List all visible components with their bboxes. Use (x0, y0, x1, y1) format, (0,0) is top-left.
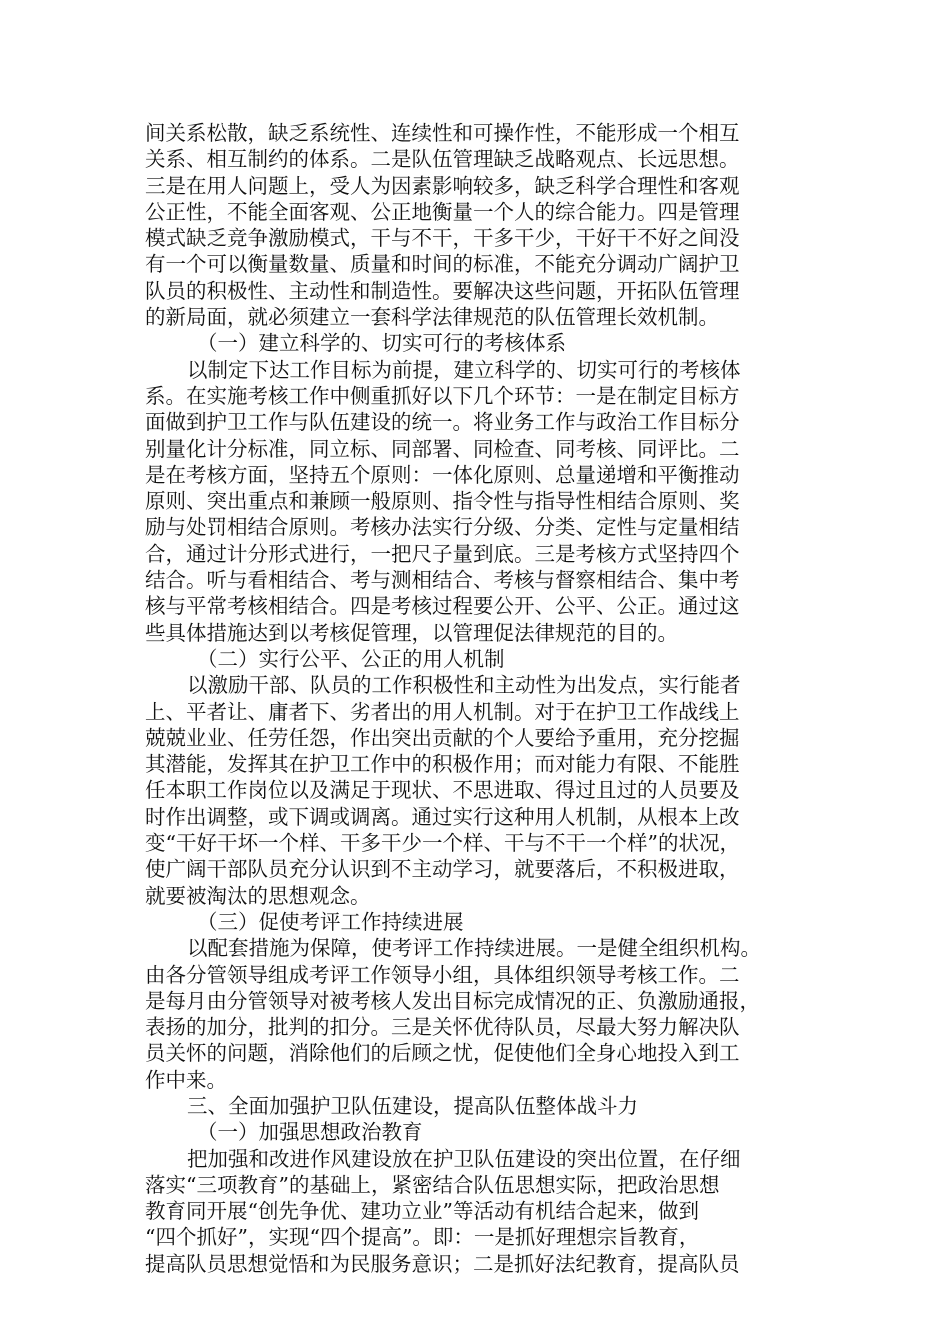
text-line: 提高队员思想觉悟和为民服务意识；二是抓好法纪教育，提高队员 (145, 1251, 740, 1276)
text-line: 其潜能，发挥其在护卫工作中的积极作用；而对能力有限、不能胜 (145, 752, 740, 777)
text-line: 关系、相互制约的体系。二是队伍管理缺乏战略观点、长远思想。 (145, 147, 740, 172)
text-line: 合，通过计分形式进行，一把尺子量到底。三是考核方式坚持四个 (145, 541, 740, 566)
text-line: 间关系松散，缺乏系统性、连续性和可操作性，不能形成一个相互 (145, 121, 740, 145)
text-line: 系。在实施考核工作中侧重抓好以下几个环节：一是在制定目标方 (145, 383, 740, 408)
text-line: 模式缺乏竞争激励模式，干与不干，干多干少，干好干不好之间没 (145, 226, 740, 251)
text-line: 使广阔干部队员充分认识到不主动学习，就要落后，不积极进取， (145, 857, 740, 882)
text-line: （二）实行公平、公正的用人机制 (197, 646, 505, 671)
text-line: 作中来。 (145, 1067, 227, 1092)
text-line: 面做到护卫工作与队伍建设的统一。将业务工作与政治工作目标分 (145, 410, 740, 435)
text-line: （一）建立科学的、切实可行的考核体系 (197, 331, 566, 356)
text-line: 些具体措施达到以考核促管理，以管理促法律规范的目的。 (145, 620, 678, 645)
text-line: 的新局面，就必须建立一套科学法律规范的队伍管理长效机制。 (145, 305, 719, 330)
text-line: 表扬的加分，批判的扣分。三是关怀优待队员，尽最大努力解决队 (145, 1015, 740, 1040)
text-line: 励与处罚相结合原则。考核办法实行分级、分类、定性与定量相结 (145, 515, 740, 540)
text-line: 结合。听与看相结合、考与测相结合、考核与督察相结合、集中考 (145, 568, 740, 593)
text-line: 变“干好干坏一个样、干多干少一个样、干与不干一个样”的状况， (145, 831, 740, 856)
text-line: 原则、突出重点和兼顾一般原则、指令性与指导性相结合原则、奖 (145, 489, 740, 514)
text-line: 队员的积极性、主动性和制造性。要解决这些问题，开拓队伍管理 (145, 278, 740, 303)
text-line: 以制定下达工作目标为前提，建立科学的、切实可行的考核体 (187, 357, 741, 382)
text-line: 由各分管领导组成考评工作领导小组，具体组织领导考核工作。二 (145, 962, 740, 987)
document-body (145, 120, 809, 1277)
text-line: 就要被淘汰的思想观念。 (145, 883, 371, 908)
text-line: 落实“三项教育”的基础上，紧密结合队伍思想实际，把政治思想 (145, 1172, 720, 1197)
text-line: （一）加强思想政治教育 (197, 1120, 423, 1145)
text-line: 员关怀的问题，消除他们的后顾之忧，促使他们全身心地投入到工 (145, 1041, 740, 1066)
text-line: 核与平常考核相结合。四是考核过程要公开、公平、公正。通过这 (145, 594, 740, 619)
text-line: 以配套措施为保障，使考评工作持续进展。一是健全组织机构。 (187, 936, 761, 961)
text-line: 是在考核方面，坚持五个原则：一体化原则、总量递增和平衡推动 (145, 462, 740, 487)
text-line: 时作出调整，或下调或调离。通过实行这种用人机制，从根本上改 (145, 804, 740, 829)
text-line: “四个抓好”，实现“四个提高”。即：一是抓好理想宗旨教育， (145, 1225, 700, 1250)
text-line: （三）促使考评工作持续进展 (197, 909, 464, 934)
text-line: 公正性，不能全面客观、公正地衡量一个人的综合能力。四是管理 (145, 199, 740, 224)
text-line: 三、全面加强护卫队伍建设，提高队伍整体战斗力 (187, 1093, 638, 1118)
text-line: 兢兢业业、任劳任怨，作出突出贡献的个人要给予重用，充分挖掘 (145, 725, 740, 750)
text-line: 有一个可以衡量数量、质量和时间的标准，不能充分调动广阔护卫 (145, 252, 740, 277)
text-line: 三是在用人问题上，受人为因素影响较多，缺乏科学合理性和客观 (145, 173, 740, 198)
text-line: 任本职工作岗位以及满足于现状、不思进取、得过且过的人员要及 (145, 778, 740, 803)
text-line: 别量化计分标准，同立标、同部署、同检查、同考核、同评比。二 (145, 436, 740, 461)
text-line: 以激励干部、队员的工作积极性和主动性为出发点，实行能者 (187, 673, 741, 698)
text-line: 教育同开展“创先争优、建功立业”等活动有机结合起来，做到 (145, 1199, 699, 1224)
text-line: 把加强和改进作风建设放在护卫队伍建设的突出位置，在仔细 (187, 1146, 741, 1171)
text-line: 上、平者让、庸者下、劣者出的用人机制。对于在护卫工作战线上 (145, 699, 740, 724)
text-line: 是每月由分管领导对被考核人发出目标完成情况的正、负激励通报， (145, 988, 760, 1013)
